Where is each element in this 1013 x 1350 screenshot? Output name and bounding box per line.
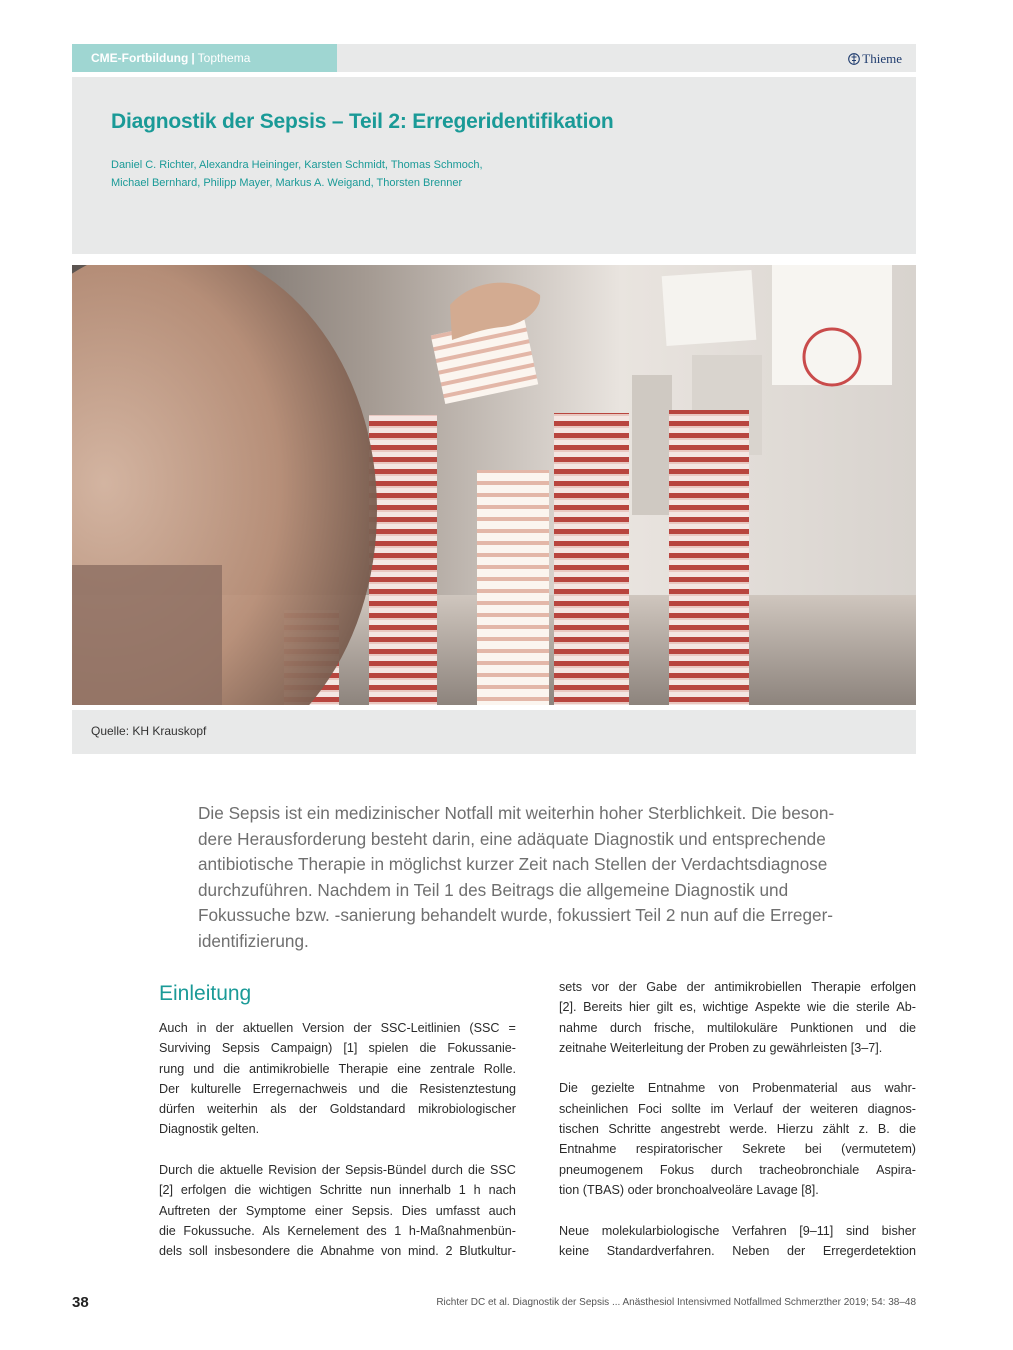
body-line: tischen Schritte angestrebt werde. Hierzu zählt z. B. die xyxy=(559,1122,916,1137)
body-line: Entnahme respiratorischer Sekrete bei (vermutetem) xyxy=(559,1142,916,1157)
section-heading: Einleitung xyxy=(159,982,252,1005)
body-line: Durch die aktuelle Revision der Sepsis-Bündel durch die SSC xyxy=(159,1163,516,1178)
body-line: scheinlichen Foci sollte im Verlauf der weiteren diagnos- xyxy=(559,1101,916,1116)
header-separator: | xyxy=(191,51,195,65)
body-line: Diagnostik gelten. xyxy=(159,1122,260,1137)
body-line: Der kulturelle Erregernachweis und die Resistenztestung xyxy=(159,1081,516,1096)
figure-caption: Quelle: KH Krauskopf xyxy=(91,724,207,738)
abstract-line: Fokussuche bzw. -sanierung behandelt wurde, fokussiert Teil 2 nun auf die Erreger- xyxy=(198,905,834,926)
publisher-name: Thieme xyxy=(862,51,902,66)
body-line: pneumogenem Fokus durch tracheobronchiale Aspira- xyxy=(559,1162,916,1177)
cme-label-bar xyxy=(72,44,337,72)
body-line: dels soll insbesondere die Abnahme von mind. 2 Blutkultur- xyxy=(159,1244,516,1259)
author-list xyxy=(111,156,483,192)
body-line: Auch in der aktuellen Version der SSC-Leitlinien (SSC = xyxy=(159,1021,516,1035)
thieme-logo xyxy=(848,51,902,67)
page-number: 38 xyxy=(72,1294,89,1311)
body-line: Surviving Sepsis Campaign) [1] spielen die Fokussanie- xyxy=(159,1041,516,1056)
body-line: die Fokussuche. Als Kernelement des 1 h-Maßnahmenbün- xyxy=(159,1223,516,1238)
publisher-bar xyxy=(337,44,916,72)
body-line: zeitnahe Weiterleitung der Proben zu gewährleisten [3–7]. xyxy=(559,1040,883,1055)
abstract-line: antibiotische Therapie in möglichst kurzer Zeit nach Stellen der Verdachtsdiagnose xyxy=(198,854,828,875)
section-label: Topthema xyxy=(197,51,251,65)
abstract-line: durchzuführen. Nachdem in Teil 1 des Beitrags die allgemeine Diagnostik und xyxy=(198,879,789,900)
authors-line: Daniel C. Richter, Alexandra Heininger, Karsten Schmidt, Thomas Schmoch, xyxy=(111,159,483,171)
abstract-line: identifizierung. xyxy=(198,930,309,951)
body-line: [2]. Bereits hier gilt es, wichtige Aspekte wie die sterile Ab- xyxy=(559,1000,916,1015)
abstract xyxy=(198,801,888,955)
abstract-line: Die Sepsis ist ein medizinischer Notfall mit weiterhin hoher Sterblichkeit. Die beson- xyxy=(198,803,835,823)
right-column xyxy=(559,977,916,1261)
body-line: [2] erfolgen die wichtigen Schritte nun innerhalb 1 h nach xyxy=(159,1183,516,1198)
citation-footer: Richter DC et al. Diagnostik der Sepsis ... Anästhesiol Intensivmed Notfallmed Schmerzther 2019; 54: 38–48 xyxy=(436,1297,916,1308)
body-line: sets vor der Gabe der antimikrobiellen Therapie erfolgen xyxy=(559,980,916,994)
body-line: keine Standardverfahren. Neben der Erregerdetektion xyxy=(559,1243,916,1258)
left-column xyxy=(159,1018,516,1262)
abstract-line: dere Herausforderung besteht darin, eine adäquate Diagnostik und entsprechende xyxy=(198,828,826,849)
body-line: nahme durch frische, multilokuläre Punktionen und die xyxy=(559,1020,916,1035)
body-line: Neue molekularbiologische Verfahren [9–11] sind bisher xyxy=(559,1223,916,1238)
body-line: Die gezielte Entnahme von Probenmaterial aus wahr- xyxy=(559,1081,916,1096)
body-line: Auftreten der Symptome einer Sepsis. Dies umfasst auch xyxy=(159,1203,516,1218)
authors-line: Michael Bernhard, Philipp Mayer, Markus A. Weigand, Thorsten Brenner xyxy=(111,177,463,189)
body-line: rung und die antimikrobielle Therapie eine zentrale Rolle. xyxy=(159,1061,516,1076)
cme-label: CME-Fortbildung xyxy=(91,51,189,65)
thieme-emblem-icon xyxy=(848,52,860,66)
body-line: tion (TBAS) oder bronchoalveoläre Lavage [8]. xyxy=(559,1182,819,1197)
petri-dish-stacks-image xyxy=(72,265,916,705)
article-title: Diagnostik der Sepsis – Teil 2: Erregeridentifikation xyxy=(111,110,614,133)
body-line: dürfen weiterhin als der Goldstandard mikrobiologischer xyxy=(159,1102,516,1117)
lab-photo xyxy=(72,265,916,705)
